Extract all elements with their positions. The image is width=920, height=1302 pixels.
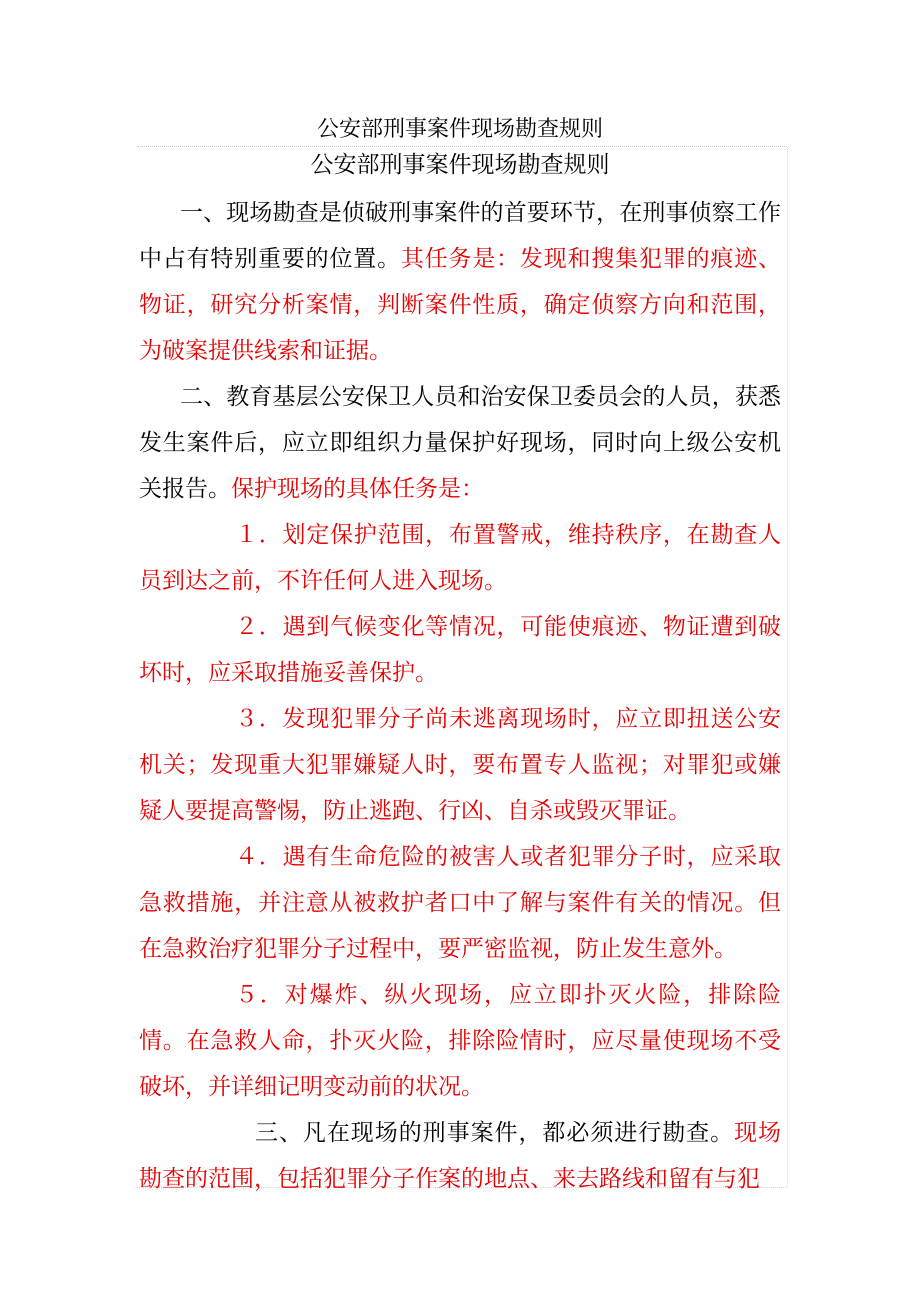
list-item: ３．发现犯罪分子尚未逃离现场时，应立即扭送公安机关；发现重大犯罪嫌疑人时，要布置专人监视；对罪犯或嫌疑人要提高警惕，防止逃跑、行凶、自杀或毁灭罪证。 bbox=[139, 706, 781, 824]
section-3-text: 三、凡在现场的刑事案件，都必须进行勘查。 bbox=[255, 1120, 735, 1146]
list-item: １．划定保护范围，布置警戒，维持秩序，在勘查人员到达之前，不许任何人进入现场。 bbox=[139, 522, 781, 594]
section-1-text: 一、现场勘查是侦破刑事案件的首要环节，在刑事侦察工作中占有特别重要的位置。 bbox=[139, 200, 781, 272]
header-title: 公安部刑事案件现场勘查规则 bbox=[316, 117, 603, 142]
document-title: 公安部刑事案件现场勘查规则 bbox=[310, 152, 610, 178]
section-1-highlight: 其任务是：发现和搜集犯罪的痕迹、物证，研究分析案情，判断案件性质，确定侦察方向和范围，为破案提供线索和证据。 bbox=[139, 246, 782, 364]
document-body bbox=[139, 190, 781, 1202]
section-2-highlight: 保护现场的具体任务是： bbox=[231, 476, 484, 502]
section-1 bbox=[139, 190, 781, 374]
list-item: ５．对爆炸、纵火现场，应立即扑灭火险，排除险情。在急救人命，扑灭火险，排除险情时，应尽量使现场不受破坏，并详细记明变动前的状况。 bbox=[139, 982, 781, 1100]
section-3 bbox=[139, 1110, 781, 1202]
section-2 bbox=[139, 374, 781, 512]
section-3-highlight: 现场勘查的范围，包括犯罪分子作案的地点、来去路线和留有与犯 bbox=[139, 1120, 782, 1192]
section-2-text: 二、教育基层公安保卫人员和治安保卫委员会的人员，获悉发生案件后，应立即组织力量保护好现场，同时向上级公安机关报告。 bbox=[139, 384, 781, 502]
list-item: ２．遇到气候变化等情况，可能使痕迹、物证遭到破坏时，应采取措施妥善保护。 bbox=[139, 614, 781, 686]
list-item: ４．遇有生命危险的被害人或者犯罪分子时，应采取急救措施，并注意从被救护者口中了解与案件有关的情况。但在急救治疗犯罪分子过程中，要严密监视，防止发生意外。 bbox=[139, 844, 781, 962]
